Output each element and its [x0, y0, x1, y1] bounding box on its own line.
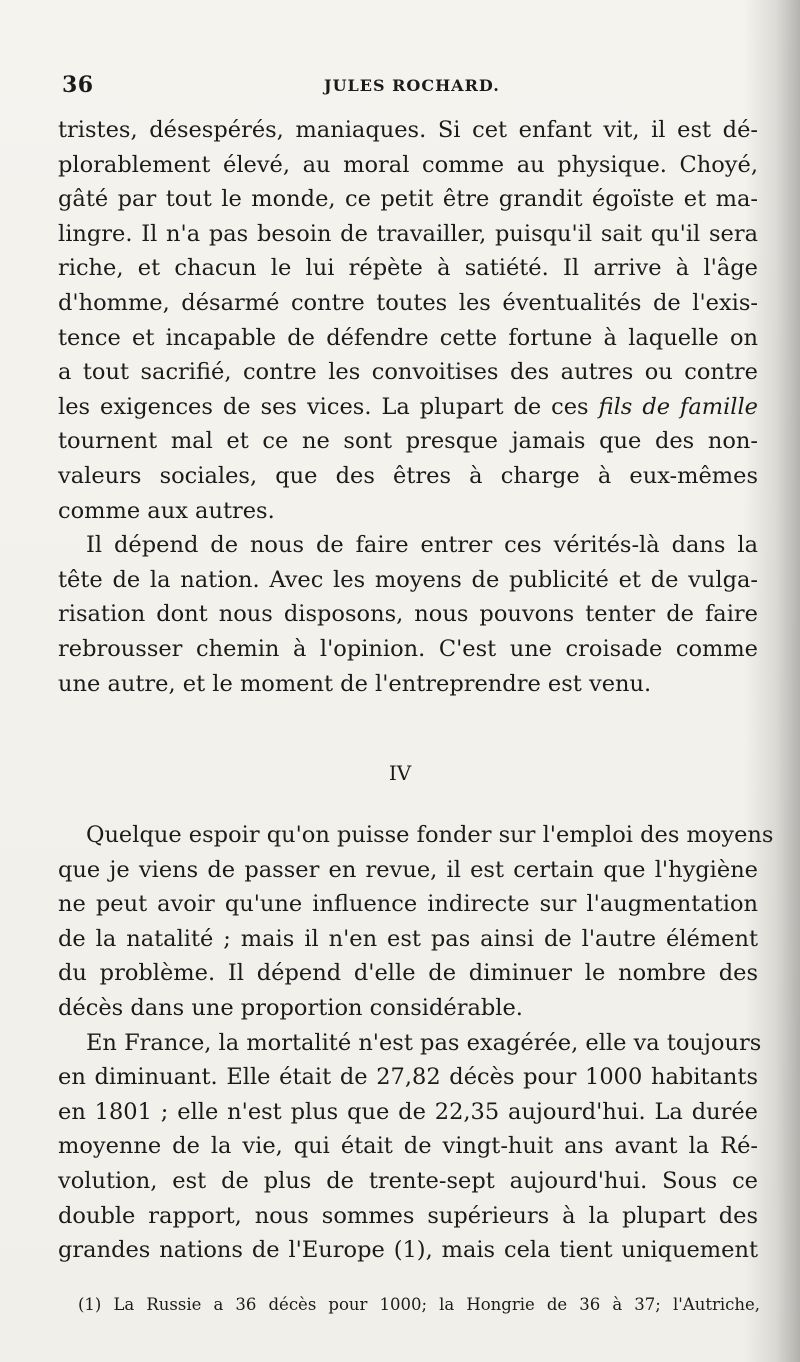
body-text-lower	[58, 818, 774, 1268]
text-line: En France, la mortalité n'est pas exagérée, elle va toujours	[86, 1029, 762, 1056]
text-line-with-italic	[58, 390, 758, 425]
text-line: tête de la nation. Avec les moyens de publicité et de vulga-	[58, 566, 758, 593]
text-line: ne peut avoir qu'une influence indirecte sur l'augmentation	[58, 891, 758, 918]
text-line: en 1801 ; elle n'est plus que de 22,35 aujourd'hui. La durée	[58, 1098, 758, 1125]
text-line: en diminuant. Elle était de 27,82 décès pour 1000 habitants	[58, 1064, 758, 1091]
page-header	[62, 72, 752, 104]
text-line: moyenne de la vie, qui était de vingt-huit ans avant la Ré-	[58, 1133, 758, 1160]
text-segment: les exigences de ses vices. La plupart de ces	[58, 393, 599, 420]
section-heading: IV	[388, 761, 412, 785]
text-line: comme aux autres.	[58, 497, 275, 524]
text-line: volution, est de plus de trente-sept aujourd'hui. Sous ce	[58, 1167, 758, 1194]
text-line: plorablement élevé, au moral comme au physique. Choyé,	[58, 151, 758, 178]
text-line: lingre. Il n'a pas besoin de travailler, puisqu'il sait qu'il sera	[58, 220, 758, 247]
footnote: (1) La Russie a 36 décès pour 1000; la Hongrie de 36 à 37; l'Autriche,	[78, 1295, 760, 1314]
text-line: valeurs sociales, que des êtres à charge à eux-mêmes	[58, 462, 758, 489]
text-line: risation dont nous disposons, nous pouvons tenter de faire	[58, 601, 758, 628]
text-line: une autre, et le moment de l'entreprendre est venu.	[58, 670, 652, 697]
text-line: double rapport, nous sommes supérieurs à la plupart des	[58, 1202, 758, 1229]
text-line: d'homme, désarmé contre toutes les éventualités de l'exis-	[58, 289, 758, 316]
page-number: 36	[62, 72, 94, 98]
text-line: tournent mal et ce ne sont presque jamais que des non-	[58, 428, 758, 455]
running-head: JULES ROCHARD.	[324, 76, 500, 95]
text-line: grandes nations de l'Europe (1), mais cela tient uniquement	[58, 1237, 758, 1264]
text-line: gâté par tout le monde, ce petit être grandit égoïste et ma-	[58, 186, 758, 213]
text-line: de la natalité ; mais il n'en est pas ainsi de l'autre élément	[58, 925, 758, 952]
text-line: riche, et chacun le lui répète à satiété. Il arrive à l'âge	[58, 255, 758, 282]
text-line: décès dans une proportion considérable.	[58, 994, 523, 1021]
italic-phrase: fils de famille	[598, 393, 758, 420]
text-line: Quelque espoir qu'on puisse fonder sur l'emploi des moyens	[86, 822, 774, 848]
text-line: du problème. Il dépend d'elle de diminuer le nombre des	[58, 960, 758, 987]
text-line: a tout sacrifié, contre les convoitises des autres ou contre	[58, 359, 758, 386]
text-line: Il dépend de nous de faire entrer ces vérités-là dans la	[86, 532, 758, 559]
text-line: tence et incapable de défendre cette fortune à laquelle on	[58, 324, 758, 351]
text-line: tristes, désespérés, maniaques. Si cet enfant vit, il est dé-	[58, 117, 758, 143]
text-line: que je viens de passer en revue, il est certain que l'hygiène	[58, 856, 758, 883]
body-text-upper	[58, 113, 758, 701]
text-line: rebrousser chemin à l'opinion. C'est une croisade comme	[58, 635, 758, 662]
